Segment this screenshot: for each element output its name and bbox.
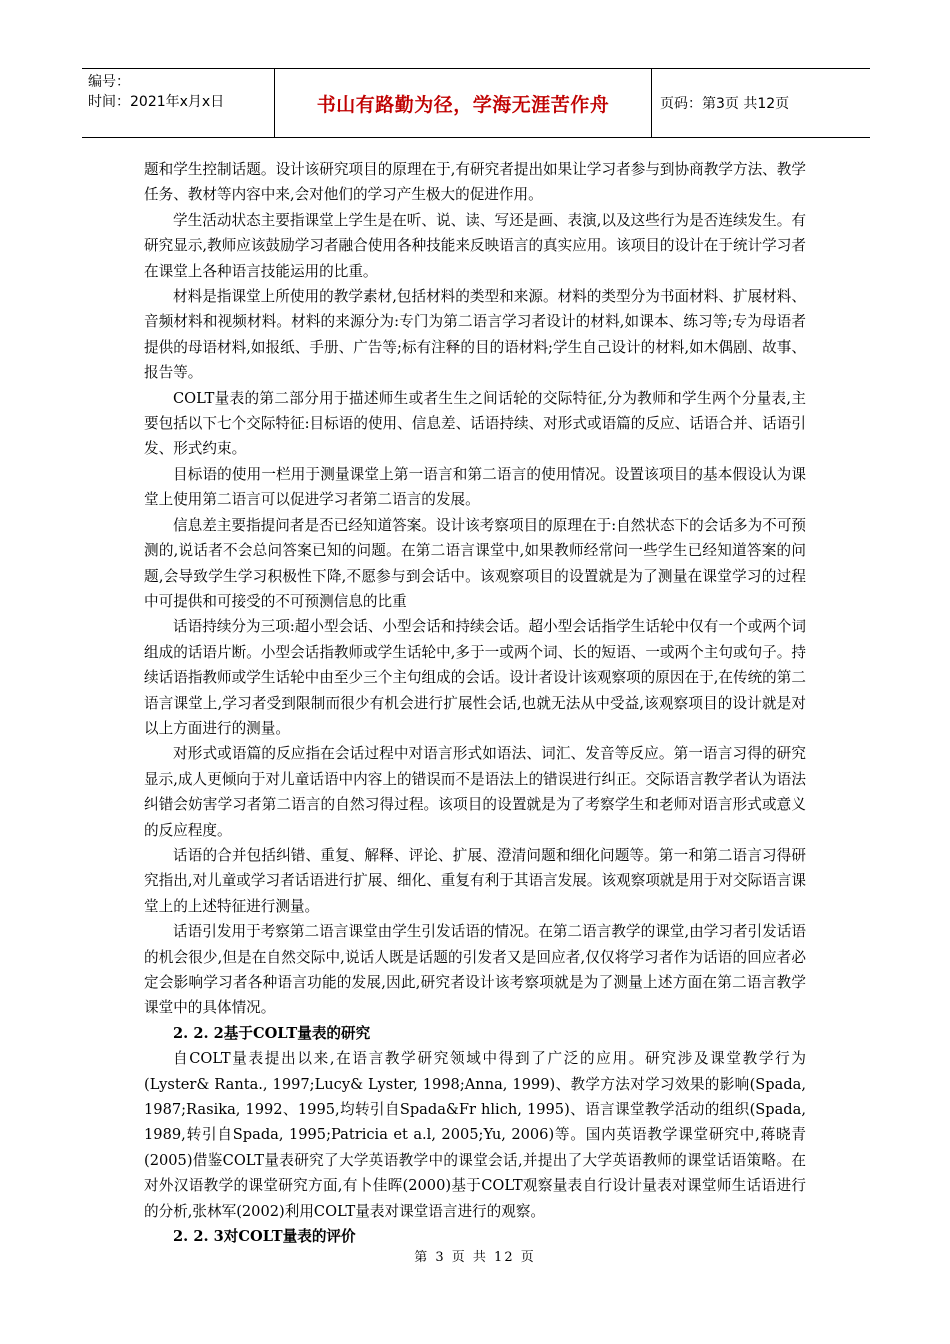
section-heading: 2. 2. 2基于COLT量表的研究 [173, 1024, 371, 1042]
body-paragraph: 材料是指课堂上所使用的教学素材,包括材料的类型和来源。材料的类型分为书面材料、扩展材料、音频材料和视频材料。材料的来源分为:专门为第二语言学习者设计的材料,如课本、练习等;专为母语者提供的母语材料,如报纸、手册、广告等;标有注释的目的语材料;学生自己设计的材料,如木偶剧、故事、报告等。 [144, 288, 806, 382]
header-page-info: 页码：第3页 共12页 [660, 96, 790, 112]
body-paragraph: COLT量表的第二部分用于描述师生或者生生之间话轮的交际特征,分为教师和学生两个分量表,主要包括以下七个交际特征:目标语的使用、信息差、话语持续、对形式或语篇的反应、话语合并、话语引发、形式约束。 [144, 389, 806, 458]
body-paragraph: 对形式或语篇的反应指在会话过程中对语言形式如语法、词汇、发音等反应。第一语言习得的研究显示,成人更倾向于对儿童话语中内容上的错误而不是语法上的错误进行纠正。交际语言教学者认为语法纠错会妨害学习者第二语言的自然习得过程。该项目的设置就是为了考察学生和老师对语言形式或意义的反应程度。 [144, 745, 806, 839]
section-heading: 2. 2. 3对COLT量表的评价 [173, 1228, 356, 1246]
header-motto: 书山有路勤为径，学海无涯苦作舟 [274, 69, 652, 137]
body-paragraph: 自COLT量表提出以来,在语言教学研究领域中得到了广泛的应用。研究涉及课堂教学行为(Lyster& Ranta., 1997;Lucy& Lyster, 1998;Anna, 1999)、教学方法对学习效果的影响(Spada, 1987;Rasika, 1992、1995,均转引自Spada&Fr hlich, 1995)、语言课堂教学活动的组织(Spada, 1989,转引自Spada, 1995;Patricia et a.l, 2005;Yu, 2006)等。国内英语教学课堂研究中,蒋晓青(2005)借鉴COLT量表研究了大学英语教学中的课堂会话,并提出了大学英语教师的课堂话语策略。在对外汉语教学的课堂研究方面,有卜佳晖(2000)基于COLT观察量表自行设计量表对课堂师生话语进行的分析,张林军(2002)利用COLT量表对课堂语言进行的观察。 [144, 1050, 806, 1220]
page-header [82, 68, 870, 138]
body-paragraph: 话语引发用于考察第二语言课堂由学生引发话语的情况。在第二语言教学的课堂,由学习者引发话语的机会很少,但是在自然交际中,说话人既是话题的引发者又是回应者,仅仅将学习者作为话语的回应者必定会影响学习者各种语言功能的发展,因此,研究者设计该考察项就是为了测量上述方面在第二语言教学课堂中的具体情况。 [144, 923, 806, 1017]
header-meta [82, 69, 274, 137]
doc-number-label: 编号： [88, 74, 130, 90]
body-paragraph: 题和学生控制话题。设计该研究项目的原理在于,有研究者提出如果让学习者参与到协商教学方法、教学任务、教材等内容中来,会对他们的学习产生极大的促进作用。 [144, 161, 806, 204]
body-paragraph: 话语持续分为三项:超小型会话、小型会话和持续会话。超小型会话指学生话轮中仅有一个或两个词组成的话语片断。小型会话指教师或学生话轮中,多于一或两个词、长的短语、一或两个主句或句子。持续话语指教师或学生话轮中由至少三个主句组成的会话。设计者设计该观察项的原因在于,在传统的第二语言课堂上,学习者受到限制而很少有机会进行扩展性会话,也就无法从中受益,该观察项目的设计就是对以上方面进行的测量。 [144, 618, 806, 737]
body-paragraph: 目标语的使用一栏用于测量课堂上第一语言和第二语言的使用情况。设置该项目的基本假设认为课堂上使用第二语言可以促进学习者第二语言的发展。 [144, 465, 806, 509]
body-paragraph: 学生活动状态主要指课堂上学生是在听、说、读、写还是画、表演,以及这些行为是否连续发生。有研究显示,教师应该鼓励学习者融合使用各种技能来反映语言的真实应用。该项目的设计在于统计学习者在课堂上各种语言技能运用的比重。 [144, 211, 806, 280]
page-footer: 第 3 页 共 12 页 [414, 1250, 536, 1265]
body-paragraph: 话语的合并包括纠错、重复、解释、评论、扩展、澄清问题和细化问题等。第一和第二语言习得研究指出,对儿童或学习者话语进行扩展、细化、重复有利于其语言发展。该观察项就是用于对交际语言课堂上的上述特征进行测量。 [144, 846, 806, 915]
document-body [144, 157, 806, 1249]
doc-time-label: 时间：2021年x月x日 [88, 94, 225, 110]
body-paragraph: 信息差主要指提问者是否已经知道答案。设计该考察项目的原理在于:自然状态下的会话多为不可预测的,说话者不会总问答案已知的问题。在第二语言课堂中,如果教师经常问一些学生已经知道答案的问题,会导致学生学习积极性下降,不愿参与到会话中。该观察项目的设置就是为了测量在课堂学习的过程中可提供和可接受的不可预测信息的比重 [144, 516, 806, 610]
